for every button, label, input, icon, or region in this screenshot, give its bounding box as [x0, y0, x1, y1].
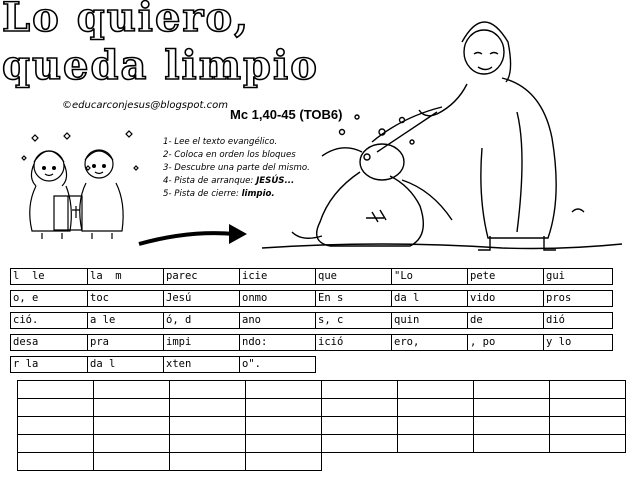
instruction-2: 2- Coloca en orden los bloques — [163, 150, 296, 160]
puzzle-block: ero, — [391, 334, 468, 351]
instruction-3: 3- Descubre una parte del mismo. — [163, 163, 310, 173]
puzzle-row-3 — [10, 312, 613, 329]
puzzle-row-4 — [10, 334, 613, 351]
puzzle-block: Jesú — [163, 290, 240, 307]
puzzle-block: vido — [467, 290, 544, 307]
puzzle-block: quin — [391, 312, 468, 329]
puzzle-row-1 — [10, 268, 613, 285]
puzzle-block: dió — [543, 312, 613, 329]
puzzle-row-5 — [10, 356, 316, 373]
instruction-5: 5- Pista de cierre: limpio. — [163, 189, 275, 199]
puzzle-block: onmo — [239, 290, 316, 307]
puzzle-block: pra — [87, 334, 164, 351]
puzzle-block: , po — [467, 334, 544, 351]
puzzle-block: pros — [543, 290, 613, 307]
jesus-healing-illustration — [262, 12, 640, 256]
puzzle-block: da l — [87, 356, 164, 373]
puzzle-block: ndo: — [239, 334, 316, 351]
puzzle-block: En s — [315, 290, 392, 307]
puzzle-block: y lo — [543, 334, 613, 351]
puzzle-block: ció. — [10, 312, 88, 329]
instruction-4: 4- Pista de arranque: JESÚS... — [163, 176, 295, 186]
puzzle-block: que — [315, 268, 392, 285]
page-title-line1: Lo quiero, — [2, 0, 251, 41]
puzzle-block: de — [467, 312, 544, 329]
gospel-reference: Mc 1,40-45 (TOB6) — [230, 107, 343, 122]
answer-row — [18, 435, 626, 453]
page-title-line2: queda limpio — [2, 42, 319, 89]
puzzle-block: a le — [87, 312, 164, 329]
puzzle-block: "Lo — [391, 268, 468, 285]
answer-row — [18, 453, 626, 471]
answer-row — [18, 399, 626, 417]
puzzle-block: toc — [87, 290, 164, 307]
puzzle-block: desa — [10, 334, 88, 351]
puzzle-block: ano — [239, 312, 316, 329]
puzzle-block: l le — [10, 268, 88, 285]
website-credit: ©educarconjesus@blogspot.com — [62, 100, 228, 111]
children-reading-illustration — [14, 128, 144, 240]
instruction-1: 1- Lee el texto evangélico. — [163, 137, 278, 147]
puzzle-block: da l — [391, 290, 468, 307]
puzzle-block: icie — [239, 268, 316, 285]
puzzle-block: o". — [239, 356, 316, 373]
puzzle-block: o, e — [10, 290, 88, 307]
puzzle-row-2 — [10, 290, 613, 307]
answer-grid — [17, 380, 626, 471]
puzzle-block: s, c — [315, 312, 392, 329]
puzzle-block: parec — [163, 268, 240, 285]
answer-row — [18, 381, 626, 399]
answer-row — [18, 417, 626, 435]
puzzle-block: pete — [467, 268, 544, 285]
puzzle-block: r la — [10, 356, 88, 373]
puzzle-block: xten — [163, 356, 240, 373]
puzzle-block: gui — [543, 268, 613, 285]
puzzle-block: impi — [163, 334, 240, 351]
arrow-right-icon — [135, 222, 255, 252]
puzzle-block: la m — [87, 268, 164, 285]
puzzle-block: ició — [315, 334, 392, 351]
puzzle-block: ó, d — [163, 312, 240, 329]
